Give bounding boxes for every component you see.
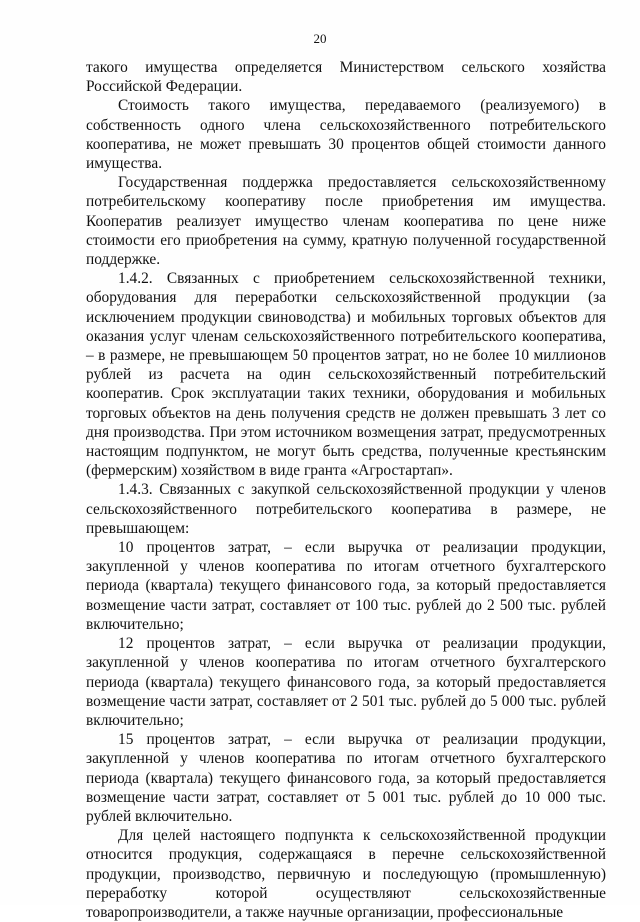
document-body [86, 58, 606, 922]
paragraph-state-support: Государственная поддержка предоставляется сельскохозяйственному потребительскому кооперативу после приобретения им имущества. Кооператив реализует имущество членам кооператива по цене ниже стоимости его приобретения на сумму, кратную полученной государственной поддержке. [86, 174, 606, 269]
paragraph-1-4-3: 1.4.3. Связанных с закупкой сельскохозяйственной продукции у членов сельскохозяйственного потребительского кооператива в размере, не превышающем: [86, 481, 606, 537]
paragraph-definitions: Для целей настоящего подпункта к сельскохозяйственной продукции относится продукция, содержащаяся в перечне сельскохозяйственной продукции, производство, первичную и последующую (промышленную) переработку которой осуществляют сельскохозяйственные товаропроизводители, а также научные организации, профессиональные [86, 827, 606, 921]
paragraph-15-percent: 15 процентов затрат, – если выручка от реализации продукции, закупленной у членов кооператива по итогам отчетного бухгалтерского периода (квартала) текущего финансового года, за который предоставляется возмещение части затрат, составляет от 5 001 тыс. рублей до 10 000 тыс. рублей включительно. [86, 731, 606, 825]
page-number: 20 [313, 31, 327, 46]
paragraph-continuation: такого имущества определяется Министерством сельского хозяйства Российской Федерации. [86, 59, 606, 96]
paragraph-12-percent: 12 процентов затрат, – если выручка от реализации продукции, закупленной у членов кооператива по итогам отчетного бухгалтерского периода (квартала) текущего финансового года, за который предоставляется возмещение части затрат, составляет от 2 501 тыс. рублей до 5 000 тыс. рублей включительно; [86, 635, 606, 729]
paragraph-10-percent: 10 процентов затрат, – если выручка от реализации продукции, закупленной у членов кооператива по итогам отчетного бухгалтерского периода (квартала) текущего финансового года, за который предоставляется возмещение части затрат, составляет от 100 тыс. рублей до 2 500 тыс. рублей включительно; [86, 539, 606, 633]
paragraph-1-4-2: 1.4.2. Связанных с приобретением сельскохозяйственной техники, оборудования для переработки сельскохозяйственной продукции (за исключением продукции свиноводства) и мобильных торговых объектов для оказания услуг членам сельскохозяйственного потребительского кооператива, – в размере, не превышающем 50 процентов затрат, но не более 10 миллионов рублей из расчета на один сельскохозяйственный потребительский кооператив. Срок эксплуатации таких техники, оборудования и мобильных торговых объектов на день получения средств не должен превышать 3 лет со дня производства. При этом источником возмещения затрат, предусмотренных настоящим подпунктом, не могут быть средства, полученные крестьянским (фермерским) хозяйством в виде гранта «Агростартап». [86, 270, 606, 480]
paragraph-property-cost: Стоимость такого имущества, передаваемого (реализуемого) в собственность одного члена сельскохозяйственного потребительского кооператива, не может превышать 30 процентов общей стоимости данного имущества. [86, 97, 606, 173]
